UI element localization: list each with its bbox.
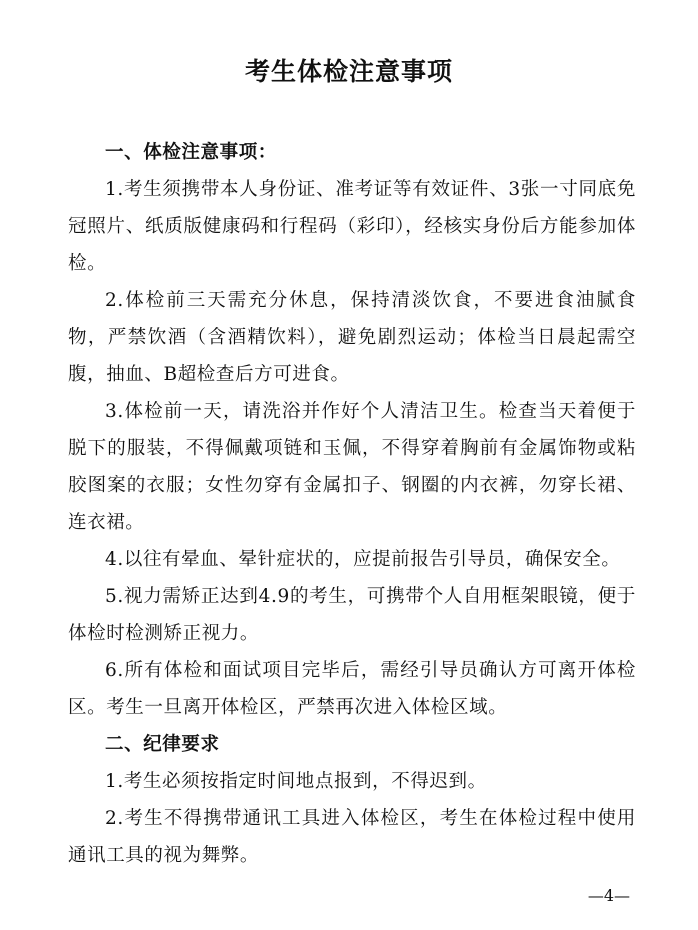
paragraph: 5.视力需矫正达到4.9的考生，可携带个人自用框架眼镜，便于体检时检测矫正视力。 bbox=[68, 586, 636, 644]
section-heading: 二、纪律要求 bbox=[105, 734, 220, 755]
paragraph: 2.体检前三天需充分休息，保持清淡饮食，不要进食油腻食物，严禁饮酒（含酒精饮料），避免剧烈运动；体检当日晨起需空腹，抽血、B超检查后方可进食。 bbox=[68, 290, 636, 385]
paragraph: 1.考生须携带本人身份证、准考证等有效证件、3张一寸同底免冠照片、纸质版健康码和行程码（彩印），经核实身份后方能参加体检。 bbox=[68, 179, 636, 274]
section-discipline bbox=[68, 726, 636, 874]
paragraph: 3.体检前一天，请洗浴并作好个人清洁卫生。检查当天着便于脱下的服装，不得佩戴项链和玉佩，不得穿着胸前有金属饰物或粘胶图案的衣服；女性勿穿有金属扣子、钢圈的内衣裤，勿穿长裙、连衣裙。 bbox=[68, 401, 636, 533]
section-heading: 一、体检注意事项： bbox=[105, 142, 277, 163]
paragraph: 1.考生必须按指定时间地点报到，不得迟到。 bbox=[105, 771, 487, 792]
paragraph: 2.考生不得携带通讯工具进入体检区，考生在体检过程中使用通讯工具的视为舞弊。 bbox=[68, 808, 636, 866]
paragraph: 4.以往有晕血、晕针症状的，应提前报告引导员，确保安全。 bbox=[105, 549, 621, 570]
page-number: —4— bbox=[587, 886, 630, 905]
section-exam-notes bbox=[68, 134, 636, 726]
document-body bbox=[68, 134, 636, 874]
paragraph: 6.所有体检和面试项目完毕后，需经引导员确认方可离开体检区。考生一旦离开体检区，严禁再次进入体检区域。 bbox=[68, 660, 636, 718]
document-title: 考生体检注意事项 bbox=[244, 57, 453, 86]
